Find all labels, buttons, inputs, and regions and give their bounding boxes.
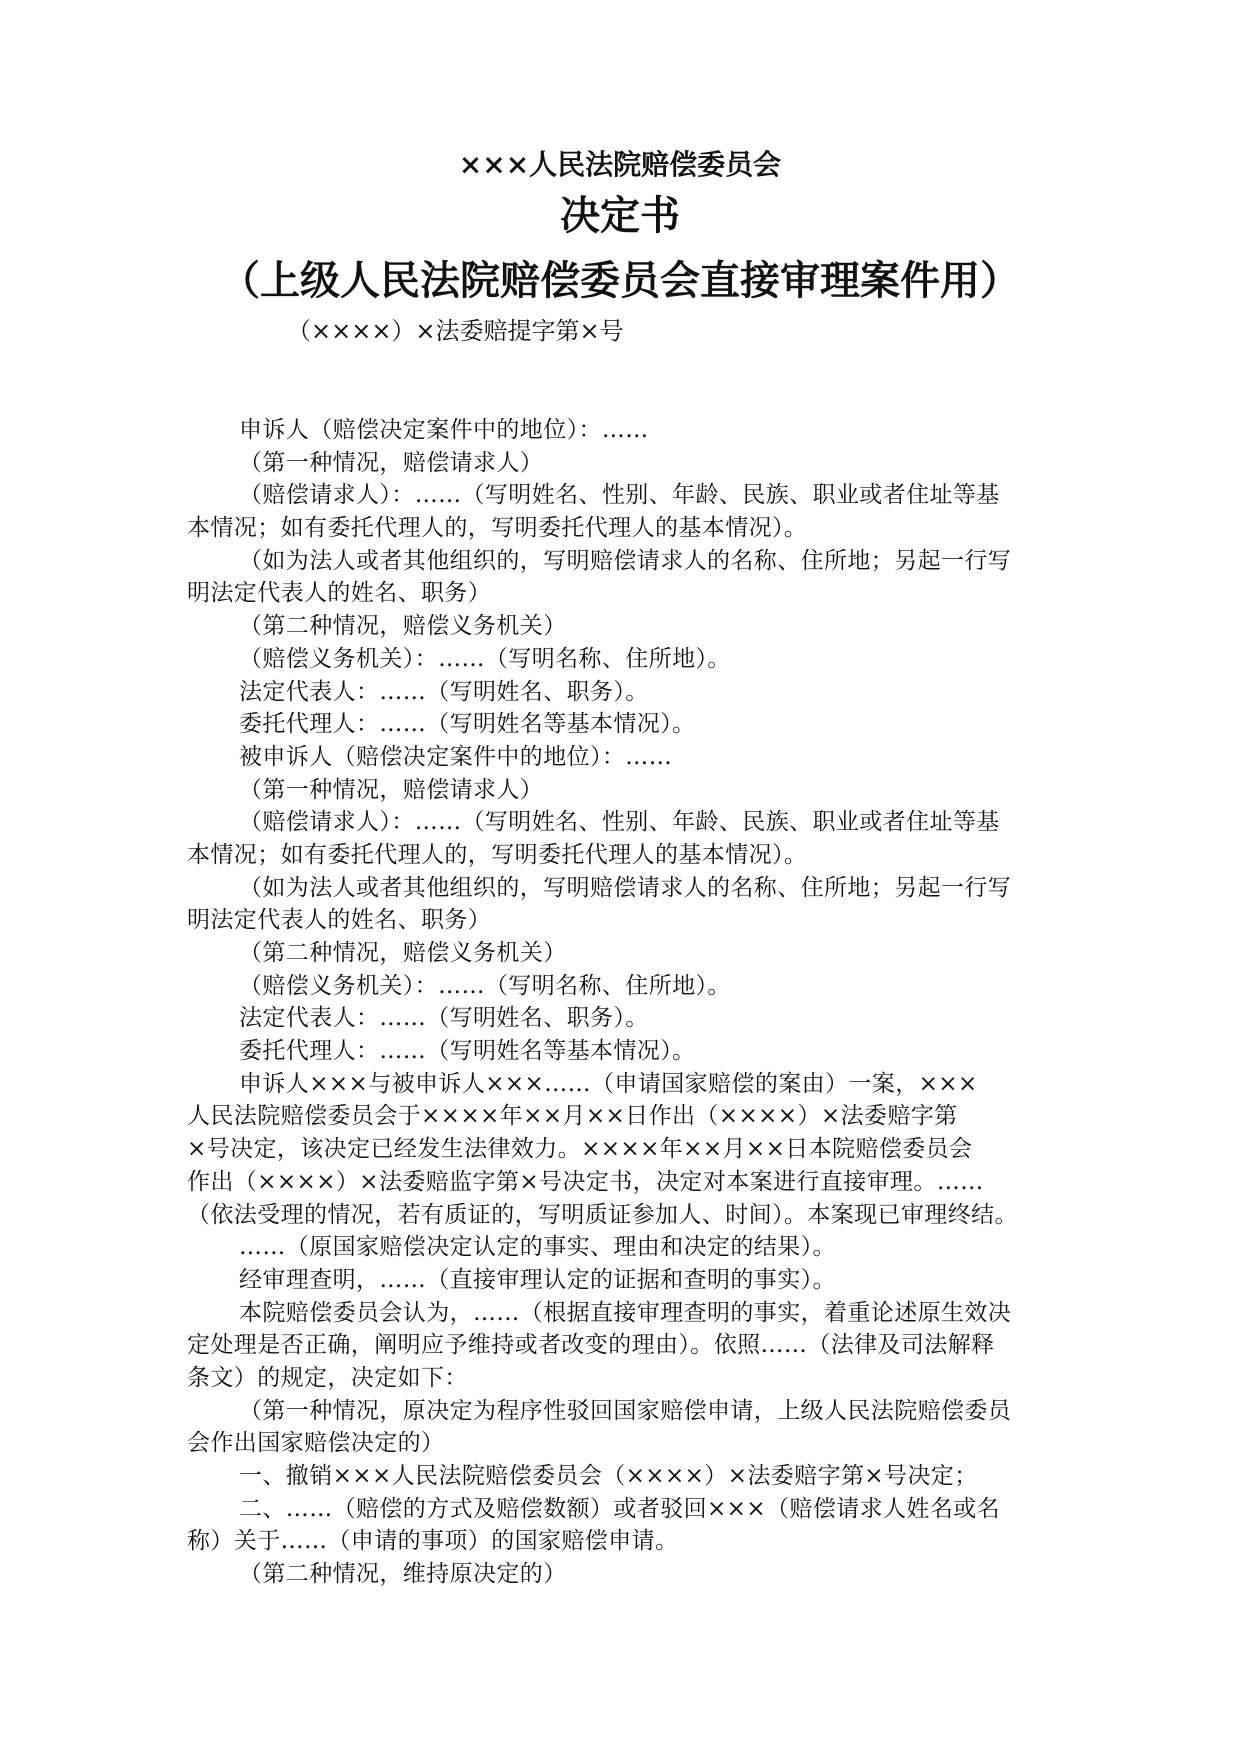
- document-body: [187, 414, 1053, 1591]
- body-line: （赔偿义务机关）：……（写明名称、住所地）。: [239, 645, 731, 672]
- body-line: （如为法人或者其他组织的，写明赔偿请求人的名称、住所地；另起一行写: [239, 547, 1012, 574]
- body-line: （第二种情况，赔偿义务机关）: [239, 940, 567, 966]
- case-number: （××××）×法委赔提字第×号: [287, 317, 624, 345]
- body-line: （如为法人或者其他组织的，写明赔偿请求人的名称、住所地；另起一行写: [239, 874, 1012, 901]
- body-line: 委托代理人：……（写明姓名等基本情况）。: [239, 1038, 696, 1065]
- body-line: 称）关于……（申请的事项）的国家赔偿申请。: [187, 1528, 679, 1555]
- body-line: 本情况；如有委托代理人的，写明委托代理人的基本情况）。: [187, 515, 808, 542]
- body-line: 申诉人×××与被申诉人×××……（申请国家赔偿的案由）一案，×××: [239, 1070, 978, 1097]
- body-line: 申诉人（赔偿决定案件中的地位）：……: [239, 417, 649, 443]
- body-line: 会作出国家赔偿决定的）: [187, 1430, 445, 1457]
- body-line: （第二种情况，维持原决定的）: [239, 1561, 567, 1588]
- body-line: 条文）的规定，决定如下：: [187, 1364, 468, 1391]
- body-line: （第一种情况，赔偿请求人）: [239, 776, 544, 803]
- body-line: ×号决定，该决定已经发生法律效力。××××年××月××日本院赔偿委员会: [187, 1136, 973, 1163]
- body-line: 本情况；如有委托代理人的，写明委托代理人的基本情况）。: [187, 841, 808, 868]
- body-line: ……（原国家赔偿决定认定的事实、理由和决定的结果）。: [239, 1234, 836, 1261]
- body-line: 人民法院赔偿委员会于××××年××月××日作出（××××）×法委赔字第: [187, 1103, 958, 1130]
- heading-usage: （上级人民法院赔偿委员会直接审理案件用）: [220, 257, 1020, 304]
- body-line: 法定代表人：……（写明姓名、职务）。: [239, 678, 649, 705]
- body-line: 作出（××××）×法委赔监字第×号决定书，决定对本案进行直接审理。……: [187, 1168, 984, 1195]
- body-line: 被申诉人（赔偿决定案件中的地位）：……: [239, 743, 673, 770]
- body-line: （第一种情况，赔偿请求人）: [239, 449, 544, 476]
- body-line: 委托代理人：……（写明姓名等基本情况）。: [239, 711, 696, 738]
- body-line: （第二种情况，赔偿义务机关）: [239, 613, 567, 640]
- body-line: 明法定代表人的姓名、职务）: [187, 907, 492, 934]
- body-line: 一、撤销×××人民法院赔偿委员会（××××）×法委赔字第×号决定；: [239, 1463, 978, 1489]
- body-line: （依法受理的情况，若有质证的，写明质证参加人、时间）。本案现已审理终结。: [187, 1201, 1018, 1228]
- body-line: 法定代表人：……（写明姓名、职务）。: [239, 1005, 649, 1032]
- body-line: （赔偿义务机关）：……（写明名称、住所地）。: [239, 972, 731, 999]
- body-line: （赔偿请求人）：……（写明姓名、性别、年龄、民族、职业或者住址等基: [239, 809, 1000, 836]
- heading-court: ×××人民法院赔偿委员会: [458, 148, 782, 181]
- body-line: 经审理查明，……（直接审理认定的证据和查明的事实）。: [239, 1266, 836, 1293]
- body-line: 本院赔偿委员会认为，……（根据直接审理查明的事实，着重论述原生效决: [239, 1299, 1012, 1326]
- body-line: 二、……（赔偿的方式及赔偿数额）或者驳回×××（赔偿请求人姓名或名: [239, 1495, 1001, 1522]
- heading-document-type: 决定书: [560, 192, 680, 239]
- body-line: （赔偿请求人）：……（写明姓名、性别、年龄、民族、职业或者住址等基: [239, 482, 1000, 509]
- body-line: （第一种情况，原决定为程序性驳回国家赔偿申请，上级人民法院赔偿委员: [239, 1397, 1012, 1424]
- body-line: 明法定代表人的姓名、职务）: [187, 580, 492, 607]
- body-line: 定处理是否正确，阐明应予维持或者改变的理由）。依照……（法律及司法解释: [187, 1332, 995, 1359]
